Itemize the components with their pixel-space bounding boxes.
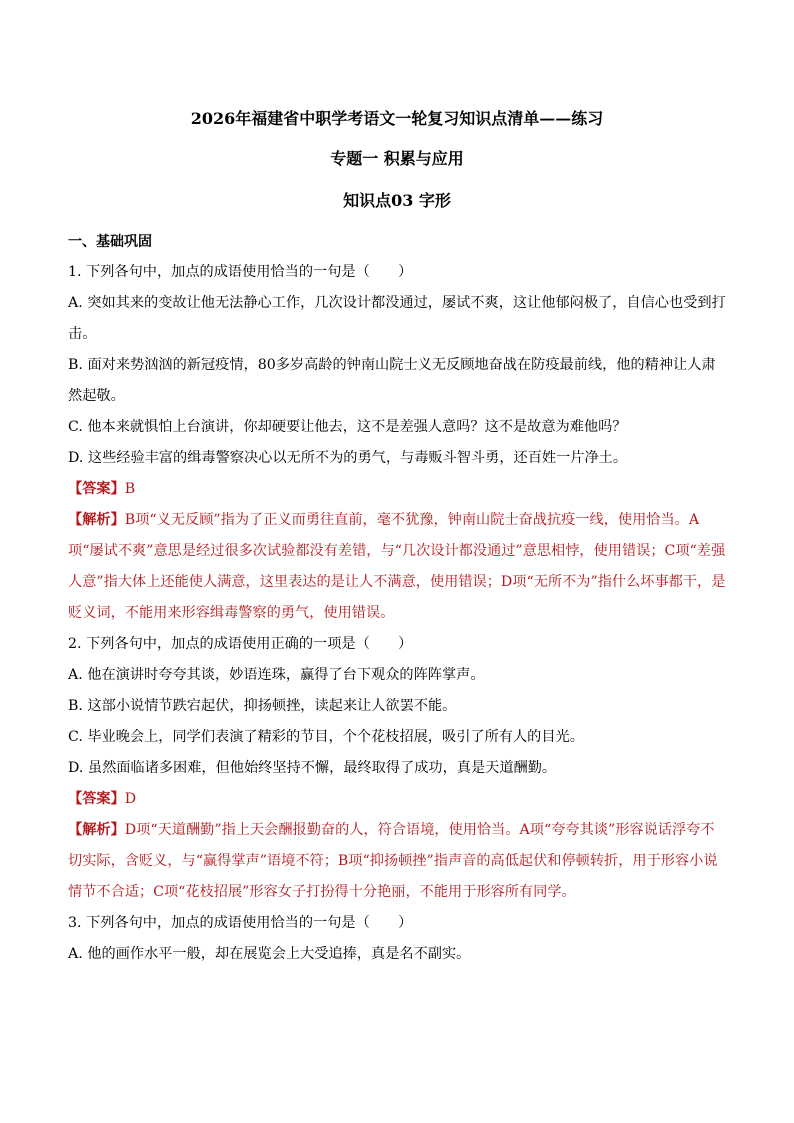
- question-1-option-c: C. 他本来就惧怕上台演讲，你却硬要让他去，这不是差强人意吗？这不是故意为难他吗？: [68, 419, 627, 435]
- question-2-option-a: A. 他在演讲时夸夸其谈，妙语连珠，赢得了台下观众的阵阵掌声。: [68, 667, 485, 683]
- question-2-option-c: C. 毕业晚会上，同学们表演了精彩的节目，个个花枝招展，吸引了所有人的目光。: [68, 729, 584, 745]
- question-1-answer: [68, 474, 728, 505]
- question-2-option-b: B. 这部小说情节跌宕起伏，抑扬顿挫，读起来让人欲罢不能。: [68, 698, 457, 714]
- analysis-tag: 【解析】: [68, 512, 125, 528]
- answer-tag: 【答案】: [68, 791, 125, 807]
- question-1-analysis: [68, 505, 728, 629]
- document-title: 2026年福建省中职学考语文一轮复习知识点清单——练习: [190, 109, 604, 128]
- answer-value: B: [124, 481, 136, 497]
- document-body: [68, 230, 728, 970]
- analysis-tag: 【解析】: [68, 822, 125, 838]
- question-3-option-a: A. 他的画作水平一般，却在展览会上大受追捧，真是名不副实。: [68, 946, 471, 962]
- answer-value: D: [124, 791, 137, 807]
- question-1-option-d: D. 这些经验丰富的缉毒警察决心以无所不为的勇气，与毒贩斗智斗勇，还百姓一片净土。: [68, 450, 628, 466]
- answer-tag: 【答案】: [68, 481, 125, 497]
- question-2-stem: 2. 下列各句中，加点的成语使用正确的一项是（ ）: [68, 636, 413, 652]
- question-1-option-b: B. 面对来势汹汹的新冠疫情，80多岁高龄的钟南山院士义无反顾地奋战在防疫最前线，他的精神让人肃然起敬。: [68, 357, 716, 404]
- question-2-analysis: [68, 815, 728, 908]
- question-3-stem: 3. 下列各句中，加点的成语使用恰当的一句是（ ）: [68, 915, 413, 931]
- question-1-option-a: A. 突如其来的变故让他无法静心工作，几次设计都没通过，屡试不爽，这让他郁闷极了，自信心也受到打击。: [68, 295, 726, 342]
- topic-heading: 专题一 积累与应用: [330, 149, 464, 168]
- section-heading: 一、基础巩固: [68, 234, 152, 250]
- question-2-answer: [68, 784, 728, 815]
- question-1-stem: 1. 下列各句中，加点的成语使用恰当的一句是（ ）: [68, 264, 413, 280]
- analysis-text: B项“义无反顾”指为了正义而勇往直前，毫不犹豫，钟南山院士奋战抗疫一线，使用恰当。A项“屡试不爽”意思是经过很多次试验都没有差错，与“几次设计都没通过”意思相悖，使用错误；C项“差强人意”指大体上还能使人满意，这里表达的是让人不满意，使用错误；D项“无所不为”指什么坏事都干，是贬义词，不能用来形容缉毒警察的勇气，使用错误。: [68, 512, 726, 621]
- analysis-text: D项“天道酬勤”指上天会酬报勤奋的人，符合语境，使用恰当。A项“夸夸其谈”形容说话浮夸不切实际，含贬义，与“赢得掌声”语境不符；B项“抑扬顿挫”指声音的高低起伏和停顿转折，用于形容小说情节不合适；C项“花枝招展”形容女子打扮得十分艳丽，不能用于形容所有同学。: [68, 822, 718, 900]
- question-2-option-d: D. 虽然面临诸多困难，但他始终坚持不懈，最终取得了成功，真是天道酬勤。: [68, 760, 557, 776]
- knowledge-point-heading: 知识点03 字形: [343, 191, 451, 210]
